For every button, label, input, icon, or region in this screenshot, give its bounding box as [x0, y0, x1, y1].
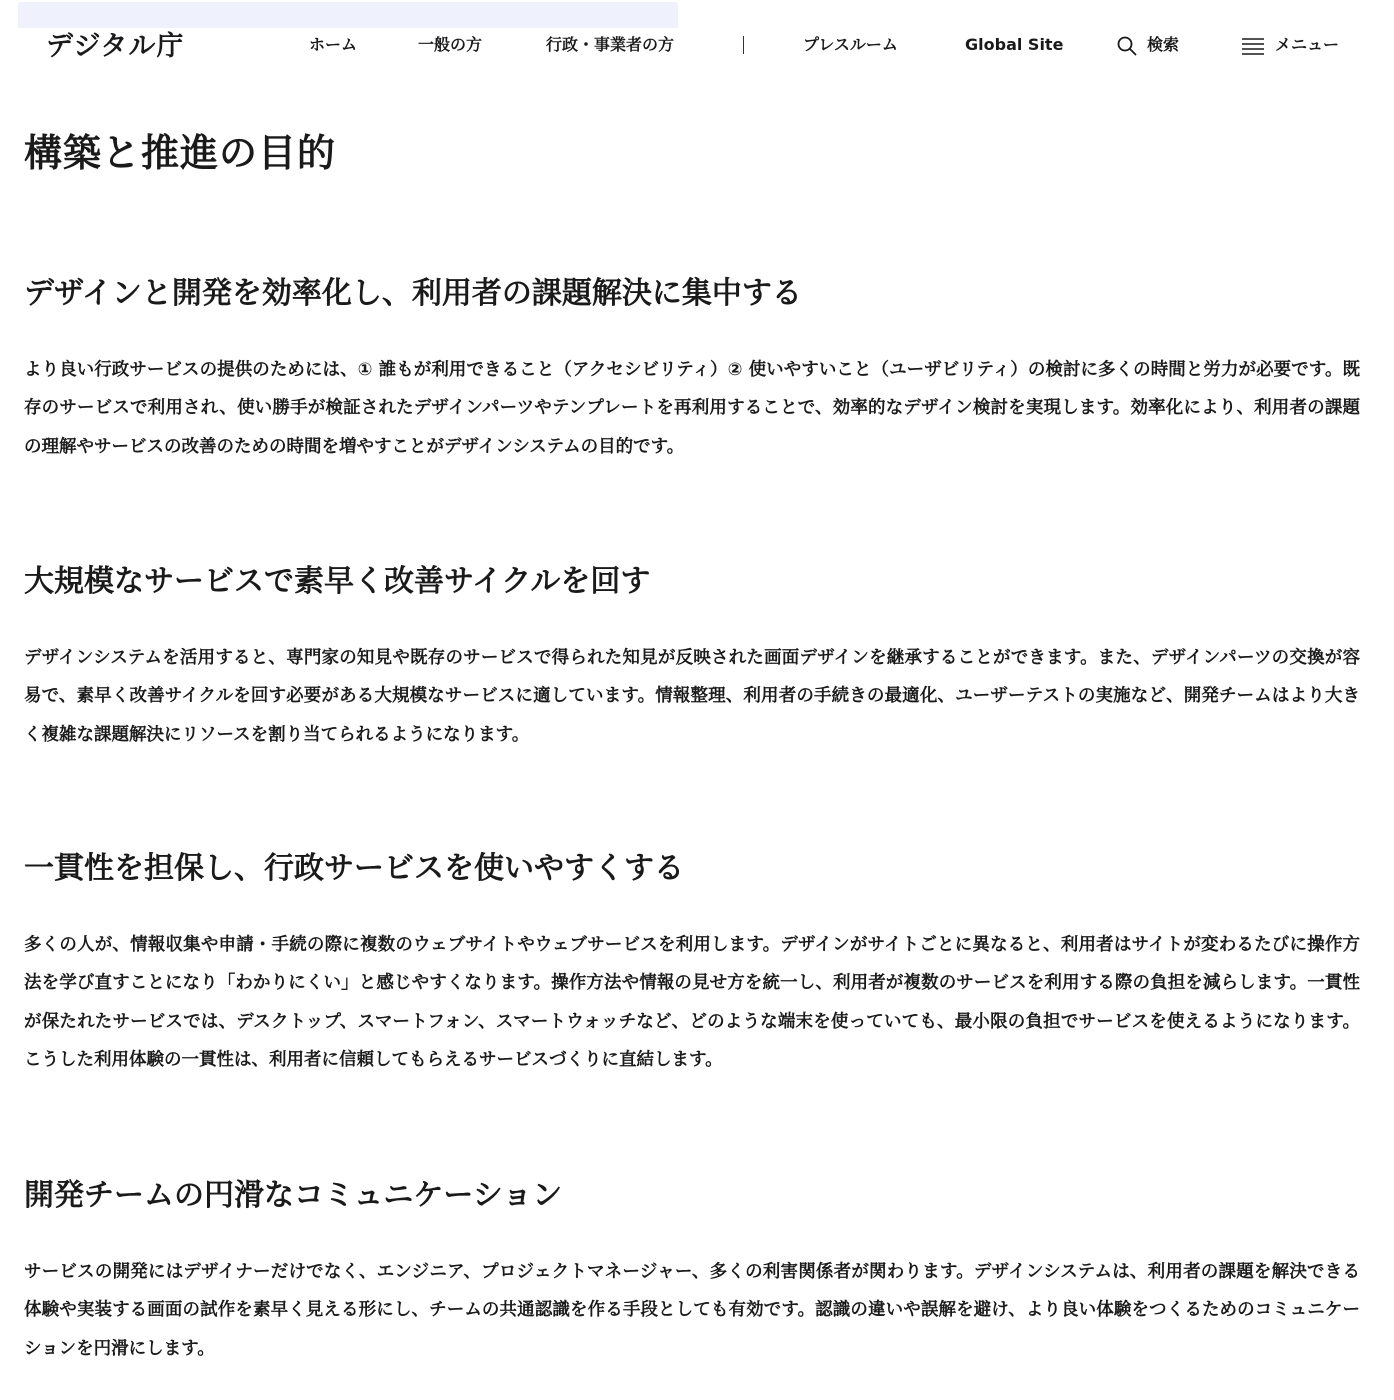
nav-home[interactable]: ホーム — [309, 35, 358, 54]
nav-general[interactable]: 一般の方 — [418, 35, 483, 54]
menu-label: メニュー — [1275, 35, 1340, 54]
nav-press[interactable]: プレスルーム — [803, 35, 898, 54]
search-label: 検索 — [1147, 35, 1180, 54]
section-heading-communication: 開発チームの円滑なコミュニケーション — [24, 1178, 563, 1213]
page-title: 構築と推進の目的 — [24, 131, 337, 175]
hamburger-icon — [1241, 37, 1265, 55]
nav-divider — [743, 36, 744, 54]
nav-global-site[interactable]: Global Site — [965, 35, 1064, 54]
site-logo[interactable]: デジタル庁 — [46, 31, 185, 62]
section-body-communication: サービスの開発にはデザイナーだけでなく、エンジニア、プロジェクトマネージャー、多くの利害関係者が関わります。デザインシステムは、利用者の課題を解決できる体験や実装する画面の試作を素早く見える形にし、チームの共通認識を作る手段としても有効です。認識の違いや誤解を避け、より良い体験をつくるためのコミュニケーションを円滑にします。 — [24, 1262, 1360, 1359]
section-heading-improvement-cycle: 大規模なサービスで素早く改善サイクルを回す — [24, 564, 651, 599]
nav-business[interactable]: 行政・事業者の方 — [546, 35, 675, 54]
site-header — [0, 0, 1394, 90]
section-body-improvement-cycle: デザインシステムを活用すると、専門家の知見や既存のサービスで得られた知見が反映された画面デザインを継承することができます。また、デザインパーツの交換が容易で、素早く改善サイクルを回す必要がある大規模なサービスに適しています。情報整理、利用者の手続きの最適化、ユーザーテストの実施など、開発チームはより大きく複雑な課題解決にリソースを割り当てられるようになります。 — [24, 648, 1360, 745]
section-heading-efficiency: デザインと開発を効率化し、利用者の課題解決に集中する — [24, 276, 802, 311]
menu-button[interactable] — [1241, 32, 1339, 58]
global-nav — [0, 32, 1394, 58]
search-button[interactable] — [1117, 32, 1179, 58]
search-icon — [1117, 36, 1137, 56]
section-heading-consistency: 一貫性を担保し、行政サービスを使いやすくする — [24, 851, 684, 886]
section-body-consistency: 多くの人が、情報収集や申請・手続の際に複数のウェブサイトやウェブサービスを利用します。デザインがサイトごとに異なると、利用者はサイトが変わるたびに操作方法を学び直すことになり「わかりにくい」と感じやすくなります。操作方法や情報の見せ方を統一し、利用者が複数のサービスを利用する際の負担を減らします。一貫性が保たれたサービスでは、デスクトップ、スマートフォン、スマートウォッチなど、どのような端末を使っていても、最小限の負担でサービスを使えるようになります。こうした利用体験の一貫性は、利用者に信頼してもらえるサービスづくりに直結します。 — [24, 935, 1360, 1071]
section-body-efficiency: より良い行政サービスの提供のためには、① 誰もが利用できること（アクセシビリティ）② 使いやすいこと（ユーザビリティ）の検討に多くの時間と労力が必要です。既存のサービスで利用され、使い勝手が検証されたデザインパーツやテンプレートを再利用することで、効率的なデザイン検討を実現します。効率化により、利用者の課題の理解やサービスの改善のための時間を増やすことがデザインシステムの目的です。 — [24, 360, 1360, 457]
